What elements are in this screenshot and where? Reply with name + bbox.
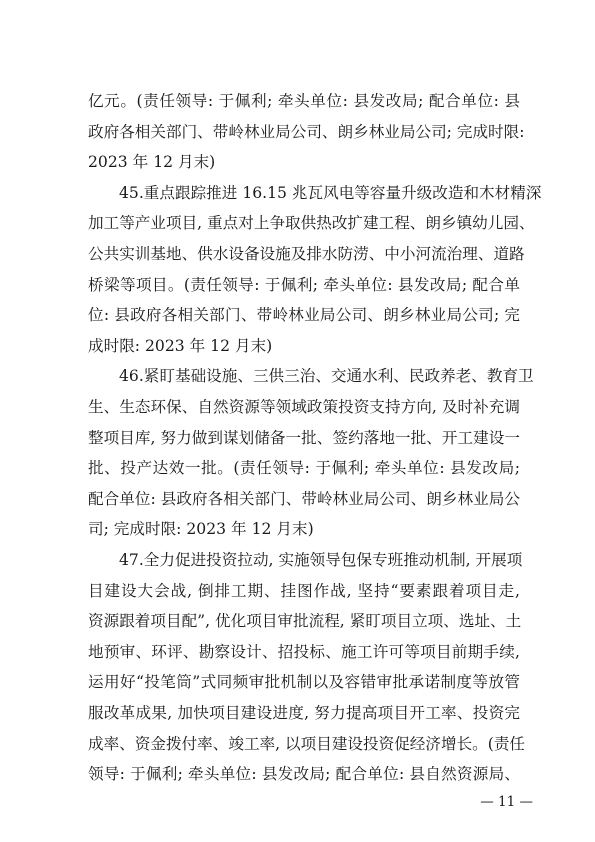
text-line: 位: 县政府各相关部门、带岭林业局公司、朗乡林业局公司; 完: [88, 306, 520, 325]
paragraph-47-line: 47.全力促进投资拉动, 实施领导包保专班推动机制, 开展项: [119, 551, 523, 569]
text-line: 运用好“投笔筒”式同频审批机制以及容错审批承诺制度等放管: [88, 673, 520, 692]
paragraph-46-line: 46.紧盯基础设施、三供三治、交通水利、民政养老、教育卫: [119, 367, 534, 386]
text-line: 司; 完成时限: 2023 年 12 月末): [88, 520, 314, 539]
text-line: 资源跟着项目配”, 优化项目审批流程, 紧盯项目立项、选址、土: [88, 612, 522, 631]
text-line: 地预审、环评、勘察设计、招投标、施工许可等项目前期手续,: [88, 642, 520, 661]
page-number: — 11 —: [480, 793, 533, 810]
text-line: 成率、资金拨付率、竣工率, 以项目建设投资促经济增长。(责任: [88, 734, 526, 753]
text-line: 目建设大会战, 倒排工期、挂图作战, 坚持“要素跟着项目走,: [88, 581, 520, 600]
text-line: 亿元。(责任领导: 于佩利; 牵头单位: 县发改局; 配合单位: 县: [88, 92, 520, 110]
text-line: 桥梁等项目。(责任领导: 于佩利; 牵头单位: 县发改局; 配合单: [88, 275, 520, 294]
text-line: 成时限: 2023 年 12 月末): [88, 336, 273, 355]
text-line: 配合单位: 县政府各相关部门、带岭林业局公司、朗乡林业局公: [88, 489, 520, 508]
text-line: 2023 年 12 月末): [88, 153, 216, 172]
text-line: 政府各相关部门、带岭林业局公司、朗乡林业局公司; 完成时限:: [88, 122, 525, 141]
text-line: 领导: 于佩利; 牵头单位: 县发改局; 配合单位: 县自然资源局、: [88, 765, 520, 784]
text-line: 批、投产达效一批。(责任领导: 于佩利; 牵头单位: 县发改局;: [88, 459, 520, 478]
text-line: 公共实训基地、供水设备设施及排水防涝、中小河流治理、道路: [88, 245, 525, 263]
text-line: 服改革成果, 加快项目建设进度, 努力提高项目开工率、投资完: [88, 704, 520, 722]
text-line: 生、生态环保、自然资源等领域政策投资支持方向, 及时补充调: [88, 398, 520, 416]
text-line: 加工等产业项目, 重点对上争取供热改扩建工程、朗乡镇幼儿园、: [88, 214, 535, 233]
paragraph-45-line: 45.重点跟踪推进 16.15 兆瓦风电等容量升级改造和木材精深: [119, 183, 542, 202]
text-line: 整项目库, 努力做到谋划储备一批、签约落地一批、开工建设一: [88, 428, 520, 447]
